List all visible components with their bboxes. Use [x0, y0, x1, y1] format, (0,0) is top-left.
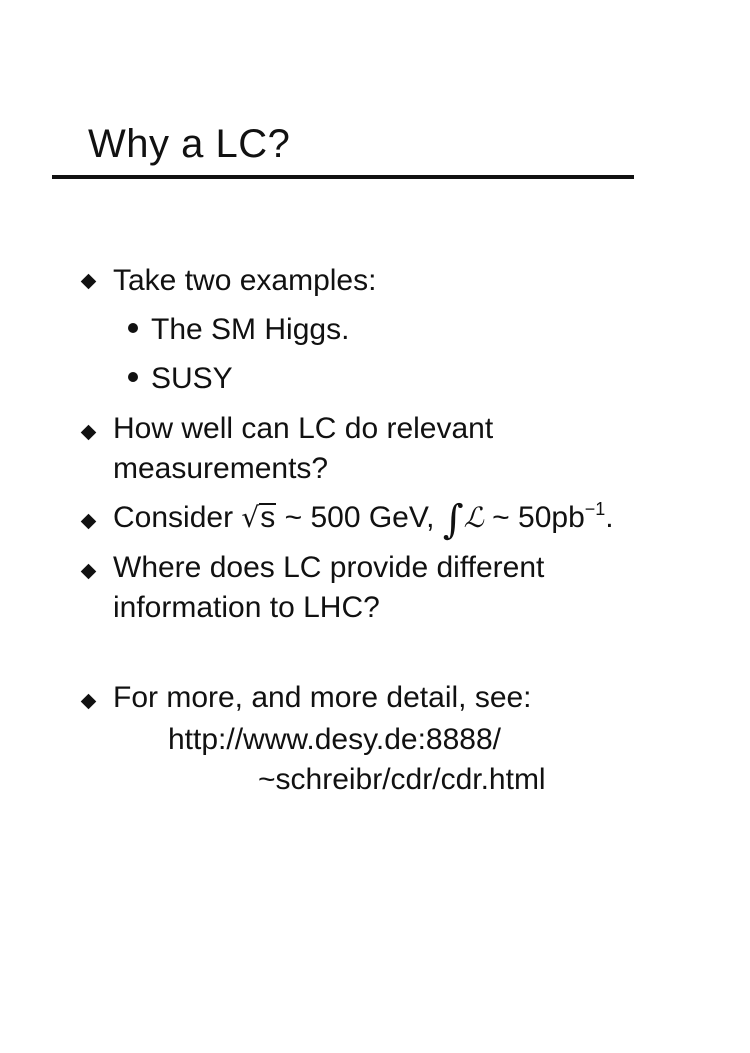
dot-bullet-icon	[128, 372, 138, 382]
bullet-where-does-line2: information to LHC?	[113, 591, 380, 624]
diamond-bullet-icon	[81, 425, 97, 441]
bullet-how-well-line2: measurements?	[113, 452, 329, 485]
bullet-take-two-examples: Take two examples:	[113, 264, 377, 297]
integral-icon: ∫	[442, 497, 464, 543]
title-underline	[52, 175, 634, 179]
luminosity-value: ~ 50pb	[492, 501, 585, 534]
energy-value: ~ 500 GeV,	[284, 501, 435, 534]
link-url-line2[interactable]: ~schreibr/cdr/cdr.html	[258, 763, 546, 796]
luminosity-symbol: ℒ	[463, 501, 484, 534]
dot-bullet-icon	[128, 323, 138, 333]
sqrt-icon: √	[241, 501, 260, 534]
bullet-for-more: For more, and more detail, see:	[113, 681, 532, 714]
diamond-bullet-icon	[81, 694, 97, 710]
link-url-line1[interactable]: http://www.desy.de:8888/	[168, 723, 501, 756]
diamond-bullet-icon	[81, 274, 97, 290]
sub-bullet-sm-higgs: The SM Higgs.	[151, 313, 350, 346]
slide-title: Why a LC?	[88, 122, 291, 166]
sentence-end: .	[605, 501, 614, 534]
sub-bullet-susy: SUSY	[151, 362, 233, 395]
bullet-where-does-line1: Where does LC provide different	[113, 551, 545, 584]
sqrt-expression	[241, 500, 276, 536]
diamond-bullet-icon	[81, 564, 97, 580]
bullet-consider	[113, 497, 614, 543]
bullet-how-well-line1: How well can LC do relevant	[113, 412, 494, 445]
sqrt-s: s	[260, 501, 276, 534]
consider-label: Consider	[113, 501, 234, 534]
diamond-bullet-icon	[81, 514, 97, 530]
luminosity-exponent: −1	[584, 499, 606, 519]
